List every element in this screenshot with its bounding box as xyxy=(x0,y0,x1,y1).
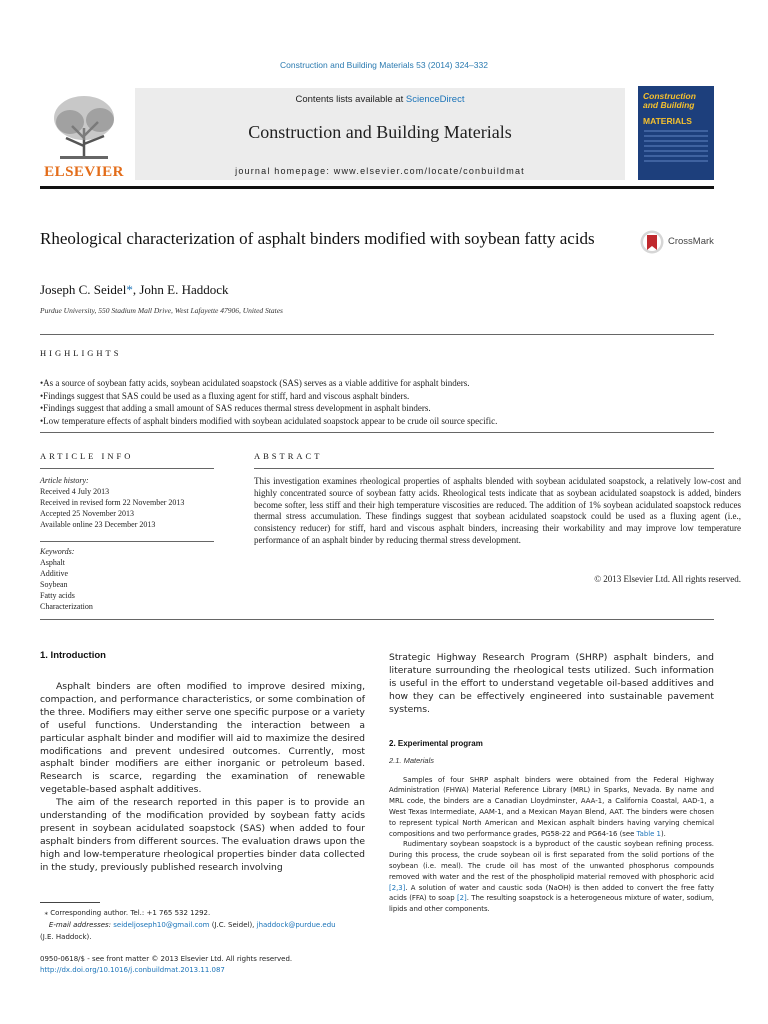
history-label: Article history: xyxy=(40,476,89,485)
article-title: Rheological characterization of asphalt binders modified with soybean fatty acids xyxy=(40,229,595,248)
intro-paragraph-2: The aim of the research reported in this paper is to provide an understanding of the modification provided by soybean fatty acids present in soybean acidulated soapstock (SAS) when added to four asphalt binders from different sources. The evaluation draws upon the high and low-temperature rheological properties binder data collected in the study, previously published research involving xyxy=(40,797,365,873)
crossmark-icon xyxy=(640,229,664,255)
author-1: Joseph C. Seidel xyxy=(40,282,127,297)
abstract-copyright: © 2013 Elsevier Ltd. All rights reserved. xyxy=(594,574,741,584)
journal-homepage[interactable]: journal homepage: www.elsevier.com/locate/conbuildmat xyxy=(235,166,525,176)
footnote-divider xyxy=(40,902,100,903)
affiliation: Purdue University, 550 Stadium Mall Drive, West Lafayette 47906, United States xyxy=(40,306,283,315)
keyword: Soybean xyxy=(40,580,68,589)
journal-title: Construction and Building Materials xyxy=(248,122,512,142)
subsection-heading-materials: 2.1. Materials xyxy=(389,755,435,765)
publisher-name: ELSEVIER xyxy=(44,164,124,180)
footnote-author-2: (J.E. Haddock). xyxy=(40,933,92,941)
author-list xyxy=(40,282,229,298)
materials-paragraph-2: Rudimentary soybean soapstock is a byproduct of the caustic soybean refining process. During this process, the crude soybean oil is first separated from the solid portions of the soybean (i.e. meal). The crude oil has most of the unwanted phosphorus compounds removed with water and the rest of the phospholipid material removed with phosphoric acid [2,3]. A solution of water and caustic soda (NaOH) is then added to convert the free fatty acids (FFA) to soap [2]. The resulting soapstock is a heterogeneous mixture of water, sodium, lipids and other components. xyxy=(389,840,714,914)
divider xyxy=(40,541,214,542)
footnote-mark: ⁎ xyxy=(44,909,48,917)
abstract-heading: ABSTRACT xyxy=(254,451,323,461)
highlights-heading: HIGHLIGHTS xyxy=(40,348,122,358)
issn-line: 0950-0618/$ - see front matter © 2013 Elsevier Ltd. All rights reserved. xyxy=(40,955,293,963)
body-right-column xyxy=(389,652,714,915)
crossmark-label: CrossMark xyxy=(668,236,714,247)
divider xyxy=(40,432,714,433)
cover-subtitle: MATERIALS xyxy=(643,116,692,126)
history-item: Received in revised form 22 November 2013 xyxy=(40,498,185,507)
keywords-label: Keywords: xyxy=(40,547,75,556)
contents-line xyxy=(135,94,625,105)
highlight-item: • Findings suggest that SAS could be used as a fluxing agent for stiff, hard and viscous asphalt binders. xyxy=(40,390,714,403)
keyword: Fatty acids xyxy=(40,591,75,600)
cover-title: Construction and Building xyxy=(643,91,696,110)
footnote xyxy=(40,907,370,943)
divider xyxy=(40,334,714,335)
table-1-link[interactable]: Table 1 xyxy=(636,829,661,838)
issn-block xyxy=(40,954,370,976)
footnote-emails: E-mail addresses: seideljoseph10@gmail.com (J.C. Seidel), jhaddock@purdue.edu xyxy=(48,921,336,929)
abstract-text: This investigation examines rheological properties of asphalts blended with soybean acidulated soapstock, a relatively low-cost and highly concentrated source of soybean fatty acids. Rheological tests indicate that as soybean acidulated soapstock is added, binders become softer, less stiff and their high temperature viscosities are reduced. The addition of 1% soybean acidulated soapstock reduces thermal stress accumulation. These findings suggest that soybean acidulated soapstock could be used as a fluxing agent (i.e., consistency reducer) for stiff, hard and viscous asphalt binders, increasing their workability and may improve low temperature performance of an asphalt binder by reducing thermal stress development. xyxy=(254,476,741,545)
reference-link[interactable]: [2,3] xyxy=(389,883,406,892)
cover-text-lines xyxy=(644,130,708,165)
header-divider xyxy=(40,186,714,189)
crossmark-button[interactable] xyxy=(640,229,720,257)
keyword: Asphalt xyxy=(40,558,65,567)
divider xyxy=(254,468,714,469)
history-item: Accepted 25 November 2013 xyxy=(40,509,134,518)
article-info-heading: ARTICLE INFO xyxy=(40,451,134,461)
footnote-corresponding: ⁎ Corresponding author. Tel.: +1 765 532 1292. xyxy=(44,909,211,917)
divider xyxy=(40,619,714,620)
highlight-item: • As a source of soybean fatty acids, soybean acidulated soapstock (SAS) serves as a viable additive for asphalt binders. xyxy=(40,377,714,390)
section-heading-experimental: 2. Experimental program xyxy=(389,738,483,748)
corresponding-mark[interactable]: * xyxy=(126,282,133,297)
keyword: Additive xyxy=(40,569,68,578)
right-paragraph-1: Strategic Highway Research Program (SHRP) asphalt binders, and literature surrounding the rheological tests utilized. Such information is useful in the effort to understand vegetable oil-based additives and how they can be effectively engineered into sustainable pavement systems. xyxy=(389,652,714,715)
sciencedirect-link[interactable]: ScienceDirect xyxy=(405,94,465,105)
divider xyxy=(40,468,214,469)
author-2: John E. Haddock xyxy=(139,282,229,297)
email-link-1[interactable]: seideljoseph10@gmail.com xyxy=(113,921,210,929)
highlights-list xyxy=(40,377,714,427)
keywords xyxy=(40,546,220,612)
history-item: Available online 23 December 2013 xyxy=(40,520,156,529)
email-link-2[interactable]: jhaddock@purdue.edu xyxy=(256,921,336,929)
article-history xyxy=(40,475,220,530)
body-left-column xyxy=(40,650,365,875)
intro-paragraph-1: Asphalt binders are often modified to improve desired mixing, compaction, and performance characteristics, or some combination of the three. Modifiers may either serve one specific purpose or a variety of useful functions. Understanding the interaction between a particular asphalt binder and modifier will aid to maximize the desired modifications and prevent undesired outcomes. Currently, most asphalt binder modifiers are either inorganic or petroleum based. Research is scarce, regarding the examination of renewable vegetable-based asphalt additives. xyxy=(40,681,365,796)
highlight-item: • Low temperature effects of asphalt binders modified with soybean acidulated soapstock appear to be crude oil source specific. xyxy=(40,415,714,428)
contents-prefix: Contents lists available at xyxy=(295,94,406,105)
journal-cover xyxy=(638,86,714,180)
doi-link[interactable]: http://dx.doi.org/10.1016/j.conbuildmat.2013.11.087 xyxy=(40,966,225,974)
history-item: Received 4 July 2013 xyxy=(40,487,110,496)
section-heading-introduction: 1. Introduction xyxy=(40,650,106,661)
materials-paragraph-1: Samples of four SHRP asphalt binders were obtained from the Federal Highway Administration (FHWA) Material Reference Library (MRL) in Sparks, Nevada. By name and MRL code, the binders are a Canadian Lloydminster, AAA-1, a California Coastal, AAD-1, a West Texas Intermediate, AAM-1, and a Mexican Mayan Blend, AAT. The binders were chosen to represent typical North American and Mexican asphalt binders having varying chemical compositions and two performance grades, PG58-22 and PG64-16 (see Table 1). xyxy=(389,775,714,838)
journal-reference[interactable]: Construction and Building Materials 53 (2014) 324–332 xyxy=(280,60,488,70)
keyword: Characterization xyxy=(40,602,93,611)
author-separator: , xyxy=(132,282,140,297)
reference-link[interactable]: [2] xyxy=(456,894,467,903)
highlight-item: • Findings suggest that adding a small amount of SAS reduces thermal stress development in asphalt binders. xyxy=(40,402,714,415)
